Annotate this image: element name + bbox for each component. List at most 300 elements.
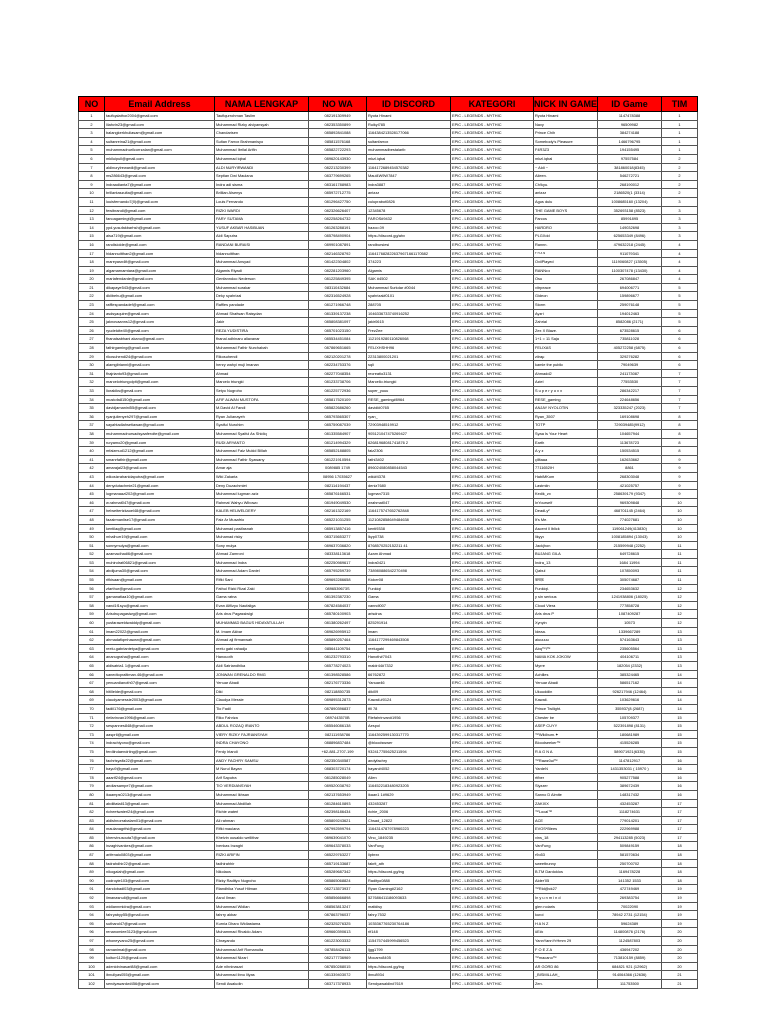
cell-full-name: Muhammad Fathir Nurchabah xyxy=(215,344,309,353)
cell-full-name: RIZKI WARDI xyxy=(215,206,309,215)
cell-category: EPIC - LEGENDS - MYTHIC xyxy=(451,627,534,636)
cell-email: muhammadnurilcorrzalan@gmail.com xyxy=(105,146,215,155)
cell-game-id: 79049639 xyxy=(598,361,662,370)
cell-discord-id: ikaan1 1#9629 xyxy=(367,790,451,799)
cell-full-name: Muhammad Ansyad xyxy=(215,258,309,267)
cell-whatsapp: 082250989617 xyxy=(309,558,367,567)
cell-full-name: Asrul Ilman xyxy=(215,894,309,903)
cell-team: 11 xyxy=(662,541,698,550)
cell-email: mkiluipull@gmail.com xyxy=(105,154,215,163)
cell-whatsapp: 087863796037 xyxy=(309,911,367,920)
cell-no: 56 xyxy=(79,584,105,593)
cell-no: 37 xyxy=(79,421,105,430)
cell-game-id: 305074687 xyxy=(598,576,662,585)
cell-no: 39 xyxy=(79,438,105,447)
cell-discord-id: 66762872 xyxy=(367,670,451,679)
cell-discord-id: Kicker08 xyxy=(367,576,451,585)
cell-game-id: 294113285 (5023) xyxy=(598,833,662,842)
cell-category: EPIC - LEGENDS - MYTHIC xyxy=(451,782,534,791)
cell-nickname: ACE xyxy=(534,816,598,825)
cell-team: 2 xyxy=(662,172,698,181)
table-row xyxy=(79,902,698,911)
cell-no: 101 xyxy=(79,971,105,980)
cell-full-name: fahrry akbar xyxy=(215,911,309,920)
cell-no: 89 xyxy=(79,868,105,877)
cell-team: 11 xyxy=(662,567,698,576)
cell-email: wikosizrahanidaputra@gmail.com xyxy=(105,472,215,481)
cell-category: EPIC - LEGENDS - MYTHIC xyxy=(451,825,534,834)
cell-category: EPIC - LEGENDS - MYTHIC xyxy=(451,197,534,206)
cell-nickname: Chester be xyxy=(534,713,598,722)
cell-discord-id: 1154757445999456523 xyxy=(367,937,451,946)
table-row xyxy=(79,747,698,756)
cell-game-id: 97557584 xyxy=(598,154,662,163)
cell-email: inzaghivankes@gmail.com xyxy=(105,842,215,851)
cell-full-name: RUDI ARYANTO xyxy=(215,438,309,447)
cell-full-name: Sendi Awaludin xyxy=(215,979,309,988)
registration-table xyxy=(78,96,698,989)
cell-full-name: Muhammad iqbal xyxy=(215,154,309,163)
cell-full-name: Chrayando xyxy=(215,937,309,946)
cell-full-name: Ade nihninasari xyxy=(215,962,309,971)
cell-whatsapp: 082281203960 xyxy=(309,266,367,275)
cell-discord-id: lipbrxx xyxy=(367,851,451,860)
cell-whatsapp: 081225849395 xyxy=(309,275,367,284)
cell-full-name: ANDY FACHRY SAMSU xyxy=(215,756,309,765)
cell-whatsapp: 087890396837 xyxy=(309,704,367,713)
cell-game-id: 103629616 xyxy=(598,696,662,705)
cell-discord-id: jakir0615 xyxy=(367,318,451,327)
cell-email: ikaamps0213@gmail.com xyxy=(105,790,215,799)
cell-email: aldinurylrewardi@gmail.com xyxy=(105,163,215,172)
table-row xyxy=(79,679,698,688)
cell-team: 12 xyxy=(662,593,698,602)
cell-no: 74 xyxy=(79,739,105,748)
cell-no: 76 xyxy=(79,756,105,765)
cell-whatsapp: 085780100903 xyxy=(309,610,367,619)
cell-no: 73 xyxy=(79,730,105,739)
cell-discord-id: sqli xyxy=(367,361,451,370)
cell-nickname: S u p e r y o x x xyxy=(534,387,598,396)
table-row xyxy=(79,172,698,181)
table-row xyxy=(79,490,698,499)
cell-email: denydutachmie21@gmail.com xyxy=(105,481,215,490)
cell-team: 6 xyxy=(662,326,698,335)
cell-whatsapp: 081392387230 xyxy=(309,593,367,602)
cell-category: EPIC - LEGENDS - MYTHIC xyxy=(451,412,534,421)
cell-email: helweitertzkaoel48@gmail.com xyxy=(105,507,215,516)
cell-whatsapp: 082177736969 xyxy=(309,954,367,963)
cell-discord-id: recreatio3131 xyxy=(367,369,451,378)
cell-email: sayahtadiahsetiawan@gmail.com xyxy=(105,421,215,430)
cell-game-id: 1147478388 xyxy=(598,112,662,121)
cell-whatsapp: 081380262497 xyxy=(309,619,367,628)
cell-game-id: 673528615 xyxy=(598,326,662,335)
cell-no: 11 xyxy=(79,197,105,206)
table-row xyxy=(79,782,698,791)
cell-full-name: Brillian Alsenys xyxy=(215,189,309,198)
cell-full-name: M Nurul Bayan xyxy=(215,765,309,774)
cell-full-name: Rahmat Wahyu Wibowo xyxy=(215,498,309,507)
cell-whatsapp: 085852188805 xyxy=(309,447,367,456)
cell-game-id: 1087409287 xyxy=(598,610,662,619)
cell-category: EPIC - LEGENDS - MYTHIC xyxy=(451,747,534,756)
table-row xyxy=(79,429,698,438)
cell-game-id: 141352 1533 xyxy=(598,876,662,885)
cell-email: hidannuitthan2@gmail.com xyxy=(105,249,215,258)
cell-game-id: 713810159 (8859) xyxy=(598,954,662,963)
cell-category: EPIC - LEGENDS - MYTHIC xyxy=(451,644,534,653)
cell-no: 59 xyxy=(79,610,105,619)
cell-game-id: 735811028 xyxy=(598,335,662,344)
cell-category: EPIC - LEGENDS - MYTHIC xyxy=(451,206,534,215)
cell-nickname: ™macano™ xyxy=(534,954,598,963)
cell-category: EPIC - LEGENDS - MYTHIC xyxy=(451,240,534,249)
cell-category: EPIC - LEGENDS - MYTHIC xyxy=(451,309,534,318)
cell-team: 19 xyxy=(662,885,698,894)
cell-game-id: 694006771 xyxy=(598,283,662,292)
cell-team: 8 xyxy=(662,412,698,421)
cell-email: rikosuhendi24@gmail.com xyxy=(105,352,215,361)
cell-no: 57 xyxy=(79,593,105,602)
cell-nickname: ™Wildbum.✦ xyxy=(534,730,598,739)
cell-no: 14 xyxy=(79,223,105,232)
cell-no: 2 xyxy=(79,120,105,129)
table-row xyxy=(79,644,698,653)
header-row xyxy=(79,97,698,112)
cell-whatsapp: 087850288015 xyxy=(309,962,367,971)
cell-category: EPIC - LEGENDS - MYTHIC xyxy=(451,249,534,258)
cell-category: EPIC - LEGENDS - MYTHIC xyxy=(451,112,534,121)
header-team: TIM xyxy=(662,97,698,112)
cell-whatsapp: 081271966748 xyxy=(309,301,367,310)
cell-full-name: Sultan Farrox Brahmanisyo xyxy=(215,137,309,146)
cell-game-id: 546272721 xyxy=(598,172,662,181)
table-row xyxy=(79,662,698,671)
cell-game-id: 384274188 xyxy=(598,129,662,138)
cell-whatsapp: 089660390613 xyxy=(309,928,367,937)
cell-full-name: Arif Saputra xyxy=(215,773,309,782)
cell-full-name: reelu gabi rahadjo xyxy=(215,644,309,653)
cell-team: 10 xyxy=(662,524,698,533)
cell-team: 14 xyxy=(662,679,698,688)
cell-whatsapp: 085865068824 xyxy=(309,876,367,885)
table-row xyxy=(79,919,698,928)
cell-category: EPIC - LEGENDS - MYTHIC xyxy=(451,189,534,198)
cell-nickname: vitrpeace xyxy=(534,283,598,292)
table-row xyxy=(79,670,698,679)
cell-team: 20 xyxy=(662,954,698,963)
cell-game-id: 777858728 xyxy=(598,601,662,610)
table-row xyxy=(79,653,698,662)
cell-whatsapp: 085913857416 xyxy=(309,524,367,533)
cell-discord-id: wrahmat047 xyxy=(367,498,451,507)
table-row xyxy=(79,928,698,937)
cell-game-id: 259076148 xyxy=(598,301,662,310)
cell-no: 102 xyxy=(79,979,105,988)
cell-full-name: M.David Al Fandi xyxy=(215,404,309,413)
cell-discord-id: Muhammad Surkdar #0044 xyxy=(367,283,451,292)
cell-category: EPIC - LEGENDS - MYTHIC xyxy=(451,180,534,189)
table-row xyxy=(79,713,698,722)
cell-team: 11 xyxy=(662,550,698,559)
cell-full-name: Khelvin ousaldo wellithar xyxy=(215,833,309,842)
cell-email: rifkisaan@gmail.com xyxy=(105,576,215,585)
cell-no: 58 xyxy=(79,601,105,610)
cell-whatsapp: 085822686260 xyxy=(309,404,367,413)
cell-email: hitillelde@gmail.com xyxy=(105,687,215,696)
cell-team: 6 xyxy=(662,361,698,370)
cell-nickname: Somebody's Pleasure xyxy=(534,137,598,146)
cell-game-id: 1684 11994 xyxy=(598,558,662,567)
cell-team: 13 xyxy=(662,627,698,636)
cell-game-id: 415526285 xyxy=(598,739,662,748)
cell-category: EPIC - LEGENDS - MYTHIC xyxy=(451,816,534,825)
cell-email: azamacihadi6@gmail.com xyxy=(105,550,215,559)
table-row xyxy=(79,773,698,782)
cell-nickname: Aileen. xyxy=(534,172,598,181)
cell-game-id: 222969988 xyxy=(598,825,662,834)
cell-whatsapp: 089692286658 xyxy=(309,576,367,585)
table-row xyxy=(79,979,698,988)
cell-email: marcelotriungolpit@gmail.com xyxy=(105,378,215,387)
cell-nickname: ™Local™ xyxy=(534,808,598,817)
header-game-id: ID Game xyxy=(598,97,662,112)
table-row xyxy=(79,868,698,877)
cell-email: fanoagamingt@gmail.com xyxy=(105,215,215,224)
cell-no: 87 xyxy=(79,851,105,860)
cell-discord-id: 22313800021201 xyxy=(367,352,451,361)
cell-no: 10 xyxy=(79,189,105,198)
table-row xyxy=(79,937,698,946)
cell-nickname: çilltaaa xyxy=(534,455,598,464)
cell-nickname: Ukuuddiin xyxy=(534,687,598,696)
cell-game-id: 472749469 xyxy=(598,885,662,894)
cell-discord-id: FrezZee xyxy=(367,326,451,335)
cell-discord-id: fakrit_ath xyxy=(367,859,451,868)
cell-email: iimanasnuli@gmail.com xyxy=(105,894,215,903)
cell-nickname: ASEP CUYY xyxy=(534,722,598,731)
cell-game-id: 1169478228 xyxy=(598,868,662,877)
cell-no: 8 xyxy=(79,172,105,181)
table-row xyxy=(79,636,698,645)
cell-full-name: Tio Fadil xyxy=(215,704,309,713)
cell-email: sanedtopraltiman.46@gmail.com xyxy=(105,670,215,679)
cell-discord-id: 12345678 xyxy=(367,206,451,215)
cell-team: 21 xyxy=(662,979,698,988)
cell-email: davidjamanini55@gmail.com xyxy=(105,404,215,413)
cell-nickname: Ryan_3507 xyxy=(534,412,598,421)
cell-discord-id: maldr44#7332 xyxy=(367,662,451,671)
table-row xyxy=(79,687,698,696)
cell-full-name: TIO VERDIANSYAH xyxy=(215,782,309,791)
cell-game-id: 969309848 xyxy=(598,498,662,507)
table-row xyxy=(79,369,698,378)
cell-full-name: Amar aja xyxy=(215,464,309,473)
cell-full-name: Muhammad Fathir Syawany xyxy=(215,455,309,464)
cell-nickname: DeadLy² xyxy=(534,507,598,516)
cell-whatsapp: 082316524928 xyxy=(309,292,367,301)
cell-email: aldisatria1 1@gmail.com xyxy=(105,662,215,671)
cell-discord-id: Funkiqt xyxy=(367,584,451,593)
cell-category: EPIC - LEGENDS - MYTHIC xyxy=(451,954,534,963)
cell-no: 36 xyxy=(79,412,105,421)
cell-email: indraadianta7@gmail.com xyxy=(105,180,215,189)
cell-no: 9 xyxy=(79,180,105,189)
cell-whatsapp: 081339403072 xyxy=(309,971,367,980)
cell-category: EPIC - LEGENDS - MYTHIC xyxy=(451,584,534,593)
registration-sheet xyxy=(78,96,697,989)
cell-discord-id: 1164172689454570382 xyxy=(367,163,451,172)
cell-whatsapp: 085534451084 xyxy=(309,335,367,344)
cell-discord-id: Ruikyi785 xyxy=(367,120,451,129)
cell-discord-id: Kawaii.#0124 xyxy=(367,696,451,705)
cell-team: 7 xyxy=(662,404,698,413)
cell-full-name: Muhammad ibnu lilyas xyxy=(215,971,309,980)
table-row xyxy=(79,266,698,275)
cell-no: 61 xyxy=(79,627,105,636)
cell-nickname: H A N Z xyxy=(534,919,598,928)
cell-team: 17 xyxy=(662,799,698,808)
cell-game-id: 381860018(8345) xyxy=(598,163,662,172)
table-row xyxy=(79,704,698,713)
cell-team: 17 xyxy=(662,808,698,817)
cell-full-name: Faiz Ar Musafrio xyxy=(215,515,309,524)
cell-category: EPIC - LEGENDS - MYTHIC xyxy=(451,868,534,877)
cell-category: EPIC - LEGENDS - MYTHIC xyxy=(451,619,534,628)
cell-full-name: Rifki Sani xyxy=(215,576,309,585)
cell-game-id: 268303048 xyxy=(598,472,662,481)
cell-game-id: 729039485(9912) xyxy=(598,421,662,430)
cell-email: ibnullyas055@gmail.com xyxy=(105,971,215,980)
cell-email: fathirgaming@gmail.com xyxy=(105,344,215,353)
cell-team: 10 xyxy=(662,533,698,542)
cell-category: EPIC - LEGENDS - MYTHIC xyxy=(451,472,534,481)
cell-nickname: Earth xyxy=(534,438,598,447)
cell-nickname: Ahmadd2 xyxy=(534,369,598,378)
cell-whatsapp: 082258264732 xyxy=(309,215,367,224)
cell-whatsapp: 085972712775 xyxy=(309,189,367,198)
cell-discord-id: hazoo.09 xyxy=(367,223,451,232)
cell-discord-id: 1035367765230764186 xyxy=(367,919,451,928)
cell-game-id: 59624389 xyxy=(598,919,662,928)
cell-discord-id: Algamis xyxy=(367,266,451,275)
cell-full-name: MUHAMMAD BAGUS HIDAYATULLAH xyxy=(215,619,309,628)
cell-game-id: 1241938806 (18025) xyxy=(598,593,662,602)
cell-category: EPIC - LEGENDS - MYTHIC xyxy=(451,739,534,748)
cell-nickname: Ayzri xyxy=(534,309,598,318)
cell-nickname: 1+1 = 11 Saja xyxy=(534,335,598,344)
cell-whatsapp: 082146328792 xyxy=(309,249,367,258)
cell-email: taufiqalathor2004@gmail.com xyxy=(105,112,215,121)
cell-nickname: glen noiaris xyxy=(534,902,598,911)
cell-no: 93 xyxy=(79,902,105,911)
cell-discord-id: Ryota Hinami xyxy=(367,112,451,121)
table-row xyxy=(79,361,698,370)
cell-whatsapp: 081223003332 xyxy=(309,937,367,946)
cell-discord-id: faiz2306 xyxy=(367,447,451,456)
cell-team: 18 xyxy=(662,851,698,860)
cell-whatsapp: 081263288191 xyxy=(309,223,367,232)
cell-full-name: Taufiqurrohman Taslim xyxy=(215,112,309,121)
cell-email: nikogalah@gmail.com xyxy=(105,868,215,877)
cell-nickname: THE GAME BOYS xyxy=(534,206,598,215)
cell-discord-id: 527686411186093633 xyxy=(367,894,451,903)
cell-full-name: Riandhika Yusuf Hilman xyxy=(215,885,309,894)
cell-nickname: sweetbunny xyxy=(534,859,598,868)
cell-full-name: FARY SUTAMA xyxy=(215,215,309,224)
cell-whatsapp: 081949049530 xyxy=(309,498,367,507)
cell-team: 14 xyxy=(662,696,698,705)
cell-team: 19 xyxy=(662,902,698,911)
cell-nickname: Xynyin xyxy=(534,619,598,628)
cell-category: EPIC - LEGENDS - MYTHIC xyxy=(451,318,534,327)
cell-no: 30 xyxy=(79,361,105,370)
header-discord-id: ID DISCORD xyxy=(367,97,451,112)
cell-email: yenuardianoth07@gmail.com xyxy=(105,679,215,688)
cell-game-id: 8582086 (2171) xyxy=(598,318,662,327)
cell-game-id: 8861 xyxy=(598,464,662,473)
table-row xyxy=(79,154,698,163)
cell-discord-id: 72903948519912 xyxy=(367,421,451,430)
cell-discord-id: sultanfarrox xyxy=(367,137,451,146)
cell-whatsapp: 085759087039 xyxy=(309,421,367,430)
cell-whatsapp: 081285028049 xyxy=(309,773,367,782)
cell-whatsapp: 085856666898 xyxy=(309,894,367,903)
cell-email: alamgibtanni@gmail.com xyxy=(105,361,215,370)
cell-email: balangkerkhuliasam@gmail.com xyxy=(105,129,215,138)
cell-discord-id: indra0421 xyxy=(367,558,451,567)
cell-category: EPIC - LEGENDS - MYTHIC xyxy=(451,335,534,344)
cell-game-id: 581570634 xyxy=(598,851,662,860)
cell-whatsapp: 082118850735 xyxy=(309,687,367,696)
cell-full-name: Hanouoth xyxy=(215,653,309,662)
table-row xyxy=(79,515,698,524)
cell-team: 12 xyxy=(662,610,698,619)
table-row xyxy=(79,601,698,610)
cell-discord-id: Sendyawaldin#7619 xyxy=(367,979,451,988)
cell-team: 8 xyxy=(662,421,698,430)
cell-discord-id: kenti9338 xyxy=(367,524,451,533)
cell-team: 5 xyxy=(662,301,698,310)
cell-whatsapp: 085229763227 xyxy=(309,851,367,860)
cell-category: EPIC - LEGENDS - MYTHIC xyxy=(451,885,534,894)
cell-category: EPIC - LEGENDS - MYTHIC xyxy=(451,937,534,946)
cell-game-id: 1466796795 xyxy=(598,137,662,146)
cell-category: EPIC - LEGENDS - MYTHIC xyxy=(451,215,534,224)
cell-nickname: क्लाफ़ xyxy=(534,576,598,585)
cell-nickname: YannYannYrHmm 29 xyxy=(534,937,598,946)
cell-whatsapp: 083161788983 xyxy=(309,180,367,189)
cell-discord-id: fathi3402 xyxy=(367,455,451,464)
table-row xyxy=(79,215,698,224)
cell-email: sonnymulya@gmail.com xyxy=(105,541,215,550)
cell-game-id: 96509982 xyxy=(598,120,662,129)
cell-game-id: 509849159 xyxy=(598,842,662,851)
cell-category: EPIC - LEGENDS - MYTHIC xyxy=(451,137,534,146)
table-row xyxy=(79,851,698,860)
table-row xyxy=(79,808,698,817)
table-row xyxy=(79,137,698,146)
cell-email: sultanreina21@gmail.com xyxy=(105,137,215,146)
cell-team: 1 xyxy=(662,146,698,155)
cell-discord-id: mkzl.iqbal xyxy=(367,154,451,163)
cell-game-id: 105709377 xyxy=(598,713,662,722)
cell-full-name: Muhamad pasifasnah xyxy=(215,524,309,533)
cell-game-id: 70022090 xyxy=(598,902,662,911)
cell-no: 5 xyxy=(79,146,105,155)
cell-no: 70 xyxy=(79,704,105,713)
